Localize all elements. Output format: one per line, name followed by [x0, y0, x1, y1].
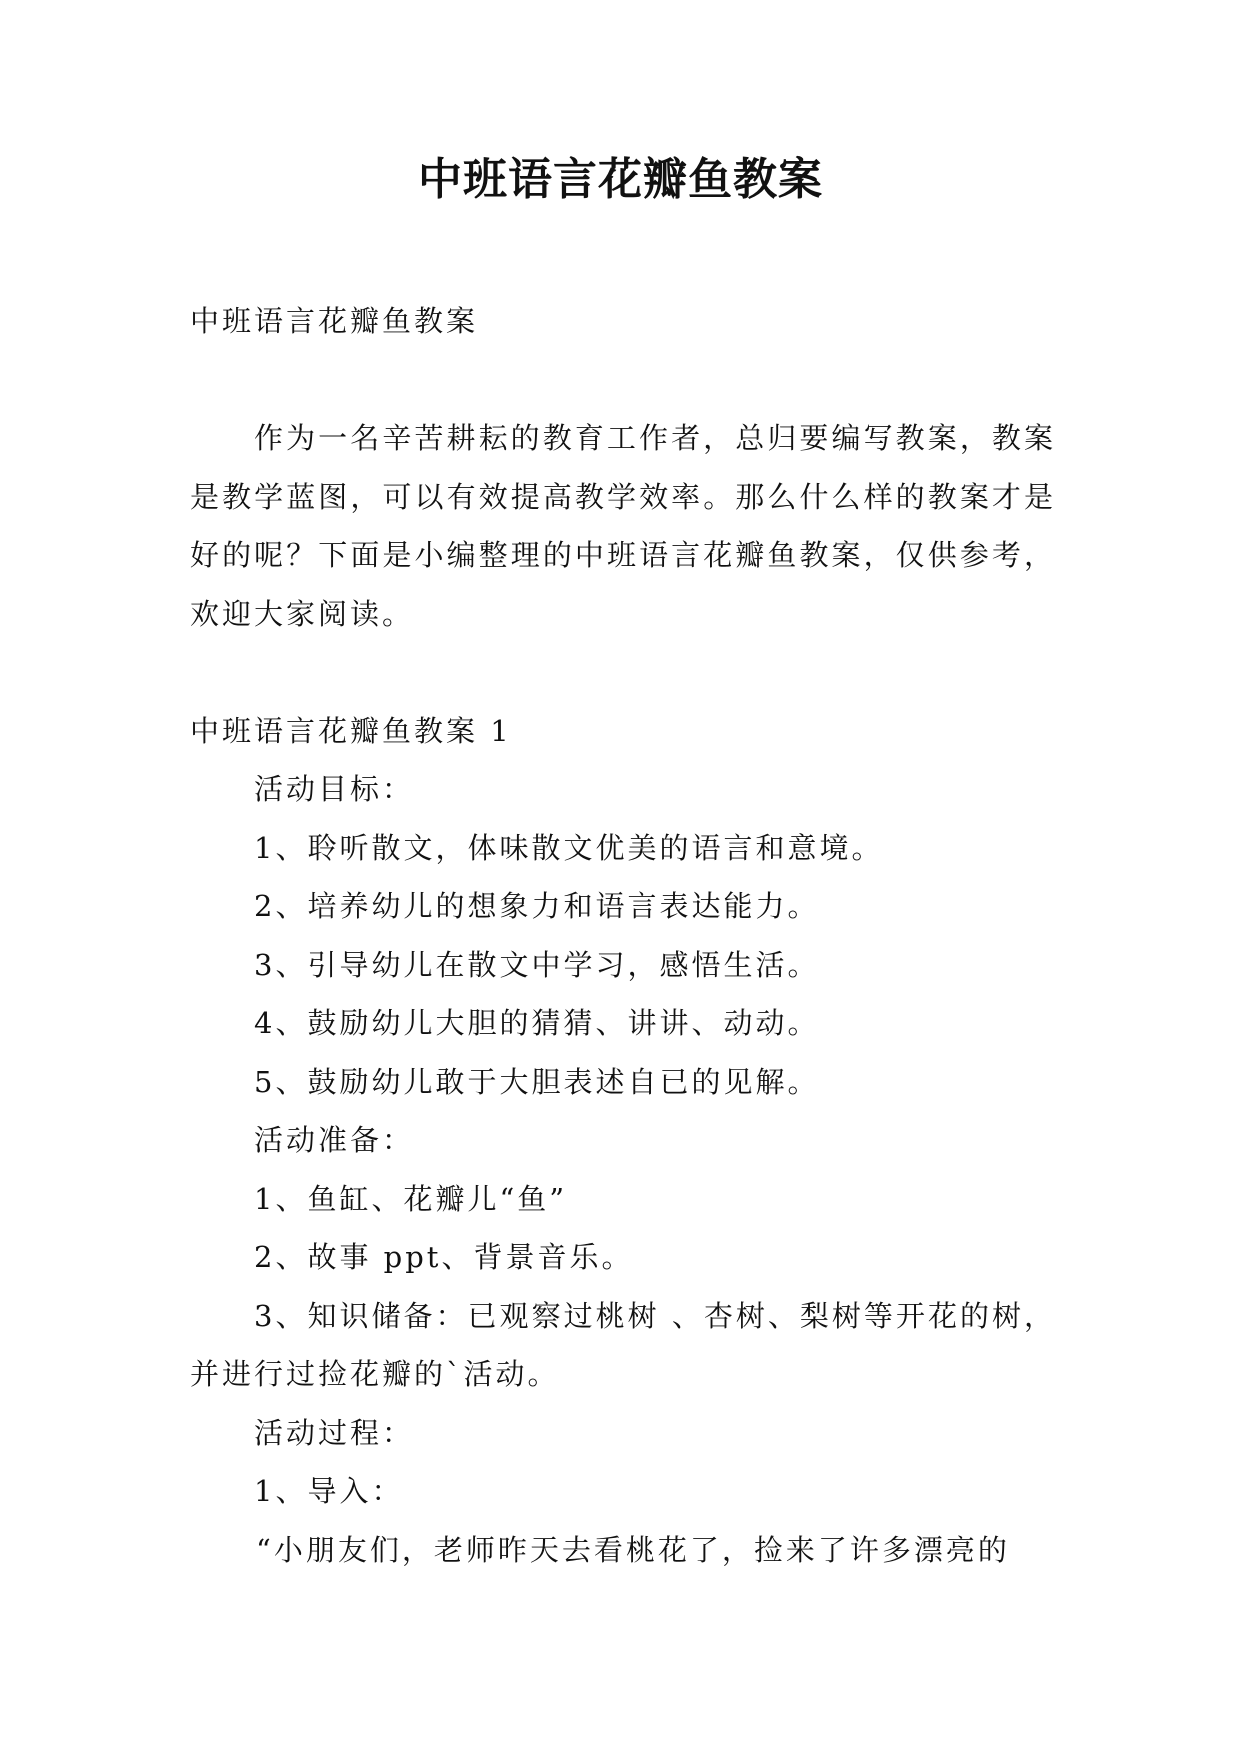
- page-title: 中班语言花瓣鱼教案: [418, 154, 823, 205]
- spacer: [190, 643, 1056, 702]
- document-body: [190, 292, 1056, 1579]
- prep-item: 2、故事 ppt、背景音乐。: [254, 1240, 634, 1274]
- goal-item: 1、聆听散文，体味散文优美的语言和意境。: [254, 830, 884, 865]
- prep-item: 3、知识储备：已观察过桃树 、杏树、梨树等开花的树，并进行过捡花瓣的`活动。: [190, 1298, 1056, 1391]
- intro-paragraph: 作为一名辛苦耕耘的教育工作者，总归要编写教案，教案是教学蓝图，可以有效提高教学效率。那么什么样的教案才是好的呢？下面是小编整理的中班语言花瓣鱼教案，仅供参考，欢迎大家阅读。: [190, 421, 1056, 631]
- document-subtitle: 中班语言花瓣鱼教案: [190, 304, 479, 338]
- process-label: 活动过程：: [254, 1415, 415, 1450]
- prep-label: 活动准备：: [254, 1123, 415, 1157]
- goal-item: 3、引导幼儿在散文中学习，感悟生活。: [254, 947, 820, 982]
- goals-label: 活动目标：: [254, 772, 415, 806]
- goal-item: 2、培养幼儿的想象力和语言表达能力。: [254, 889, 820, 923]
- process-item: 1、导入：: [254, 1474, 404, 1508]
- process-item: “小朋友们，老师昨天去看桃花了，捡来了许多漂亮的: [256, 1532, 1010, 1567]
- section-heading: 中班语言花瓣鱼教案 1: [190, 713, 512, 748]
- goal-item: 4、鼓励幼儿大胆的猜猜、讲讲、动动。: [254, 1006, 820, 1040]
- spacer: [190, 351, 1056, 410]
- goal-item: 5、鼓励幼儿敢于大胆表述自已的见解。: [254, 1064, 820, 1099]
- prep-item: 1、鱼缸、花瓣儿“鱼”: [254, 1181, 568, 1216]
